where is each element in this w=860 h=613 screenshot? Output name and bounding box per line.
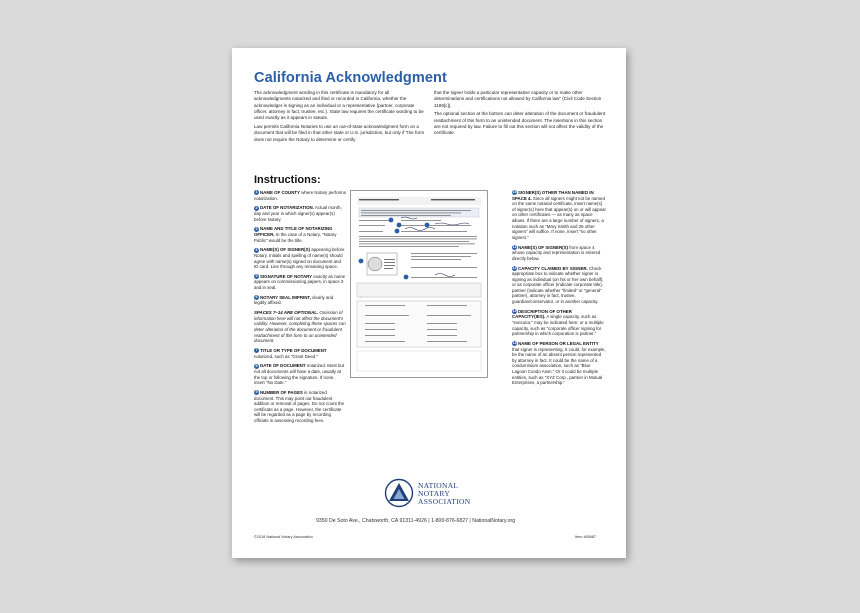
instruction-title: NAME(S) OF SIGNER(S) bbox=[518, 244, 569, 250]
instructions-left-column bbox=[254, 190, 346, 428]
page-title: California Acknowledgment bbox=[254, 70, 447, 86]
document-page bbox=[232, 48, 626, 558]
form-header-strip bbox=[357, 197, 481, 205]
item-number: Item #55687 bbox=[575, 535, 597, 539]
instruction-item bbox=[512, 309, 606, 337]
instruction-item bbox=[254, 295, 346, 306]
optional-note bbox=[254, 310, 346, 344]
instruction-title: NOTARY SEAL IMPRINT, bbox=[260, 294, 311, 300]
instruction-item bbox=[254, 190, 346, 201]
logo-line: NATIONAL bbox=[418, 481, 459, 490]
instruction-item bbox=[254, 226, 346, 243]
instruction-title: DATE OF NOTARIZATION. bbox=[260, 205, 314, 211]
logo-line: NOTARY bbox=[418, 489, 451, 498]
number-badge: 7 bbox=[255, 348, 258, 353]
instruction-item bbox=[254, 390, 346, 424]
instructions-right-column bbox=[512, 190, 606, 390]
number-badge: 9 bbox=[255, 390, 258, 395]
instruction-text: A single capacity, such as "executor," may be indicated here; or a multiple capacity, such as "corporate officer signing for partnership in which corporation is partner." bbox=[512, 314, 604, 337]
intro-paragraph: The acknowledgment wording in this certificate is mandatory for all acknowledgments notarized and filed or recorded in California, whether the acknowledger is signing as an individual or a representative (partner, corporate officer, attorney in fact, trustee, etc.). State law requires the certificate wording to be used exactly as it appears in statute. bbox=[254, 90, 424, 121]
nna-logo-text bbox=[418, 482, 470, 506]
logo-line: ASSOCIATION bbox=[418, 497, 471, 506]
number-badge: 11 bbox=[512, 244, 517, 249]
form-header-line bbox=[359, 199, 399, 200]
instruction-item bbox=[512, 190, 606, 240]
optional-section-box bbox=[357, 283, 481, 297]
instruction-title: SIGNATURE OF NOTARY bbox=[260, 273, 313, 279]
sample-certificate-thumbnail bbox=[351, 191, 487, 377]
instruction-title: NAME AND TITLE OF NOTARIZING OFFICER. bbox=[254, 226, 333, 237]
instruction-title: TITLE OR TYPE OF DOCUMENT bbox=[260, 347, 327, 353]
copyright: ©2018 National Notary Association bbox=[254, 535, 313, 539]
optional-note-text: Omission of information here will not affect the document's validity. However, completing these spaces can deter alteration of the document or fraudulent reattachment of this form to an unintended document. bbox=[254, 310, 346, 344]
instruction-text: from space 4 whose capacity and representation is entered directly below. bbox=[512, 244, 601, 261]
instruction-text: appearing before Notary. Initials and spelling of name(s) should agree with name(s) signed on document and ID card. Line through any remaining space. bbox=[254, 247, 345, 270]
number-badge: 13 bbox=[512, 309, 517, 314]
instruction-item bbox=[254, 363, 346, 385]
instruction-title: NAME(S) OF SIGNER(S) bbox=[260, 247, 311, 253]
footer-address: 9350 De Soto Ave., Chatsworth, CA 91311-4926 | 1-800-876-6827 | NationalNotary.org bbox=[316, 518, 516, 524]
instruction-item bbox=[254, 348, 346, 359]
instruction-text: that signer is representing. It could, for example, be the name of an absent person represented by attorney in fact. It could be the name of a condominium association, such as "Blue Lagoon Condo Assn." Or it could be multiple entities, such as "XYZ Corp., partner in Mutual Enterprises, a partnership." bbox=[512, 346, 606, 386]
number-badge: 5 bbox=[255, 274, 258, 279]
notary-seal bbox=[368, 257, 382, 271]
instruction-text: notarized, such as "Grant Deed." bbox=[254, 353, 318, 359]
instruction-text: Since all signers might not be named on the same notarial certificate, insert name(s) of signer(s) here that appear(s) on or will appear on other certificates — as many as space allows. If there are a large number of signers, a notation such as "Mary Smith and 26 other signers" will suffice. If none, insert "no other signers." bbox=[512, 195, 606, 240]
form-header-line bbox=[431, 199, 475, 200]
instruction-item bbox=[254, 247, 346, 269]
number-badge: 14 bbox=[512, 341, 517, 346]
instruction-text: where Notary performs notarization. bbox=[254, 190, 346, 201]
instruction-title: CAPACITY CLAIMED BY SIGNER. bbox=[518, 265, 588, 271]
instruction-text: In the case of a Notary, "Notary Public" would be the title. bbox=[254, 231, 337, 243]
instruction-item bbox=[254, 205, 346, 222]
instruction-text: notarized. Most but not all documents will have a date, usually at the top or following the signature. If none, insert "No Date." bbox=[254, 363, 345, 386]
nna-logo-icon bbox=[384, 478, 414, 508]
number-badge: 4 bbox=[255, 247, 258, 252]
intro-paragraph: The optional section at the bottom can deter alteration of the document or fraudulent reattachment of this form to an unintended document. The insertions in this section are not required by law. Failure to fill out this section will not affect the validity of the certificate. bbox=[434, 111, 606, 136]
number-badge: 3 bbox=[255, 226, 258, 231]
number-badge: 1 bbox=[255, 190, 258, 195]
instruction-item bbox=[512, 245, 606, 262]
intro-left-column bbox=[254, 90, 426, 145]
instruction-title: DATE OF DOCUMENT bbox=[260, 363, 306, 369]
instruction-title: DESCRIPTION OF OTHER CAPACITY(IES). bbox=[512, 308, 572, 320]
instruction-item bbox=[512, 266, 606, 305]
optional-note-title: SPACES 7–14 ARE OPTIONAL. bbox=[254, 310, 319, 316]
sample-certificate-image bbox=[350, 190, 488, 378]
capacity-section-box bbox=[357, 301, 481, 347]
instruction-item bbox=[512, 341, 606, 386]
instructions-heading: Instructions: bbox=[254, 174, 321, 186]
intro-paragraph: that the signer holds a particular representative capacity or to make other determinations and certifications not allowed by California law" (Civil Code Section 1189[c]). bbox=[434, 90, 602, 108]
instruction-title: SIGNER(S) OTHER THAN NAMED IN SPACE 4. bbox=[512, 190, 594, 201]
instruction-title: NAME OF PERSON OR LEGAL ENTITY bbox=[518, 341, 599, 346]
intro-right-column bbox=[434, 90, 606, 139]
instruction-text: Actual month, day and year in which signer(s) appear(s) before Notary. bbox=[254, 205, 342, 222]
instruction-title: NUMBER OF PAGES bbox=[260, 389, 303, 395]
instruction-text: clearly and legibly affixed. bbox=[254, 294, 334, 306]
number-badge: 10 bbox=[512, 190, 517, 195]
number-badge: 6 bbox=[255, 295, 258, 300]
instruction-text: Check appropriate box to indicate whether signer is signing as individual (on his or her own behalf), or as corporate officer (indicate corporate title), partner (indicate whether "limited" or "general" partner), attorney in fact, trustee, guardian/conservator, or in another capacity. bbox=[512, 265, 604, 305]
number-badge: 12 bbox=[512, 265, 517, 270]
instruction-text: exactly as name appears on commissioning papers, in space 3 and in seal. bbox=[254, 273, 346, 291]
instruction-item bbox=[254, 274, 346, 291]
intro-paragraph: Law permits California Notaries to use an out-of-state acknowledgment form on a document that will be filed in that other state or U.S. jurisdiction, but only if "the form does not require the Notary to determine or certify bbox=[254, 123, 425, 142]
number-badge: 8 bbox=[255, 363, 258, 368]
number-badge: 2 bbox=[255, 205, 258, 210]
instruction-title: NAME OF COUNTY bbox=[260, 190, 301, 195]
instruction-text: in notarized document. This may point out fraudulent addition or removal of pages. Do not count the certificate as a page. However, the certificate will be regarded as a page by recording officials in assessing recording fees. bbox=[254, 389, 345, 423]
